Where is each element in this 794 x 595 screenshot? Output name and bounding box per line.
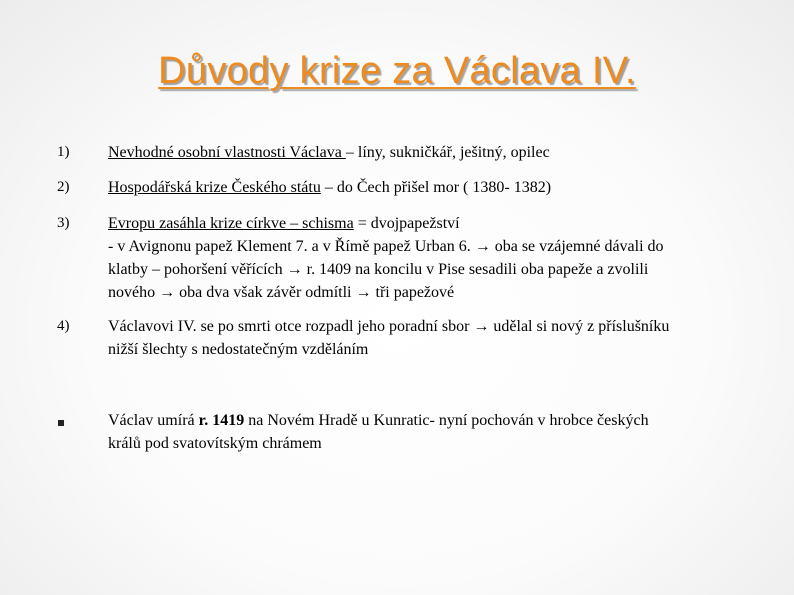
- item-text: [108, 212, 758, 304]
- item-number: 1): [57, 144, 70, 160]
- item-detail: – líny, sukničkář, ješitný, opilec: [345, 144, 550, 161]
- square-bullet-icon: [58, 420, 64, 426]
- item-line: Václavovi IV. se po smrti otce rozpadl jeho poradní sbor → udělal si nový z příslušníku: [108, 318, 670, 335]
- item-detail: na Novém Hradě u Kunratic- nyní pochován v hrobce českých: [244, 412, 649, 429]
- item-heading: Nevhodné osobní vlastnosti Václava: [108, 144, 346, 161]
- item-line: klatby – pohoršení věřících → r. 1409 na koncilu v Pise sesadili oba papeže a zvolili: [108, 261, 649, 278]
- item-year: r. 1419: [198, 412, 245, 429]
- item-line: nového → oba dva však závěr odmítli → tři papežové: [108, 284, 455, 301]
- item-line: králů pod svatovítským chrámem: [108, 435, 322, 452]
- item-detail: = dvojpapežství: [353, 215, 460, 232]
- item-number: 2): [57, 179, 70, 195]
- item-number: 3): [57, 215, 70, 231]
- item-line: nižší šlechty s nedostatečným vzděláním: [108, 341, 369, 358]
- item-heading: Hospodářská krize Českého státu: [108, 179, 321, 196]
- slide-title: Důvody krize za Václava IV.: [158, 50, 636, 92]
- item-text: [108, 176, 758, 199]
- item-text: [108, 141, 758, 164]
- item-detail: Václav umírá: [108, 412, 199, 429]
- item-line: - v Avignonu papež Klement 7. a v Římě papež Urban 6. → oba se vzájemné dávali do: [108, 238, 664, 255]
- item-detail: – do Čech přišel mor ( 1380- 1382): [320, 179, 552, 196]
- item-heading: Evropu zasáhla krize církve – schisma: [108, 215, 354, 232]
- item-text: [108, 409, 758, 455]
- item-text: [108, 315, 758, 361]
- item-number: 4): [57, 318, 70, 334]
